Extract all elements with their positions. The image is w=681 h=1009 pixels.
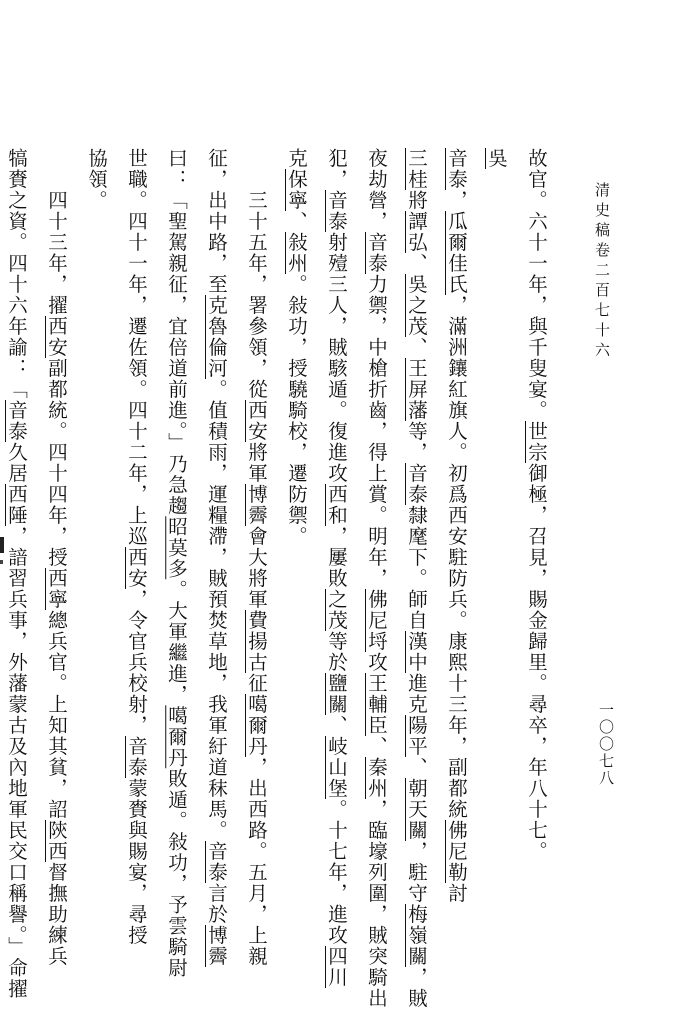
text-run: 進克	[405, 673, 428, 715]
text-column	[236, 148, 276, 967]
text-run: 隸麾下。師自	[405, 505, 428, 631]
proper-name: 音泰	[405, 463, 428, 505]
text-run: 曰：「聖駕親征，宜倍道前進。」乃急趨	[165, 148, 188, 517]
text-run: ，滿洲鑲紅旗人。初爲西安駐防兵。康熙十三年，副都統	[445, 295, 468, 820]
text-run: 故官。六十一年，與千叟宴。	[525, 148, 548, 421]
text-column	[156, 148, 196, 979]
text-run: 。敍功，授驍騎校，遷防禦。	[285, 274, 308, 547]
proper-name: 西寧	[45, 568, 68, 610]
text-run: 言於	[205, 883, 228, 925]
text-run: 蒙賚與賜宴，尋授	[125, 778, 148, 946]
proper-name: 之茂	[325, 589, 348, 631]
binding-mark	[0, 560, 3, 564]
text-column	[116, 148, 156, 948]
proper-name: 岐山堡	[325, 736, 348, 799]
proper-name: 音泰	[5, 400, 28, 442]
text-column	[76, 148, 116, 948]
text-run: 射殪三人，賊駭遁。復進攻	[325, 232, 348, 484]
text-run: 協領。	[85, 148, 108, 211]
text-run: ，出西路。五月，上親	[245, 757, 268, 967]
proper-name: 音泰	[365, 232, 388, 274]
text-run: 征，出中路，至	[205, 148, 228, 295]
proper-name: 噶爾丹	[165, 705, 188, 769]
text-run: ，諳習兵事，外藩蒙古及內地軍民交口稱譽。」命擢	[5, 526, 28, 1000]
binding-mark	[0, 537, 4, 553]
proper-name: 四川	[325, 946, 348, 988]
proper-name: 瓜爾佳氏	[445, 211, 468, 295]
proper-name: 漢中	[405, 631, 428, 673]
text-run: 副都統。四十四年，授	[45, 358, 68, 568]
text-run: 。十七年，進攻	[325, 799, 348, 946]
proper-name: 噶爾丹	[245, 694, 268, 757]
proper-name: 西安	[125, 547, 148, 589]
proper-name: 費揚古	[245, 610, 268, 673]
text-run: 、	[285, 211, 308, 232]
page-number: 一〇〇七八	[597, 702, 615, 787]
proper-name: 王輔臣	[365, 673, 388, 736]
text-run: ，令官兵校射，	[125, 589, 148, 736]
proper-name: 梅嶺關	[405, 904, 428, 967]
text-run: 。值積雨，運糧滯，賊預焚草地，我軍紆道秣馬。	[205, 379, 228, 841]
text-run: 久居	[5, 442, 28, 484]
text-column	[516, 148, 556, 948]
text-column	[396, 148, 436, 1009]
proper-name: 秦州	[365, 757, 388, 799]
text-run: ，賊	[405, 967, 428, 1009]
text-column	[276, 148, 316, 948]
proper-name: 音泰	[125, 736, 148, 778]
proper-name: 西陲	[5, 484, 28, 526]
text-run: 、	[405, 253, 428, 274]
proper-name: 吳之茂	[405, 274, 428, 337]
text-run: 總兵官。上知其貧，詔	[45, 610, 68, 820]
text-run: 督撫助練兵	[45, 862, 68, 967]
body-text	[0, 148, 556, 1009]
proper-name: 克魯倫河	[205, 295, 228, 379]
proper-name: 佛尼埒	[365, 589, 388, 652]
text-run: 犒賚之資。四十六年諭：「	[5, 148, 28, 400]
proper-name: 昭莫多	[165, 516, 188, 580]
proper-name: 吳	[485, 148, 508, 169]
text-column	[476, 148, 516, 948]
proper-name: 保寧	[285, 169, 308, 211]
text-run: 將軍	[245, 442, 268, 484]
text-run: 世職。四十一年，遷佐領。四十二年，上巡	[125, 148, 148, 547]
text-run: 。大軍繼進，	[165, 579, 188, 706]
proper-name: 三桂	[405, 148, 428, 190]
proper-name: 世宗	[525, 421, 548, 463]
text-run: 會大將軍	[245, 526, 268, 610]
text-column	[36, 148, 76, 967]
proper-name: 音泰	[205, 841, 228, 883]
proper-name: 譚弘	[405, 211, 428, 253]
text-run: ，屢敗	[325, 526, 348, 589]
text-run: 、	[405, 757, 428, 778]
proper-name: 西安	[45, 316, 68, 358]
text-run: ，駐守	[405, 841, 428, 904]
proper-name: 博霽	[245, 484, 268, 526]
text-run: 四十三年，擢	[45, 190, 68, 316]
proper-name: 佛尼勒	[445, 820, 468, 883]
proper-name: 鹽關	[325, 673, 348, 715]
proper-name: 音泰	[325, 190, 348, 232]
proper-name: 博霽	[205, 925, 228, 967]
proper-name: 王屏藩	[405, 358, 428, 421]
text-run: ，	[445, 190, 468, 211]
proper-name: 音泰	[445, 148, 468, 190]
text-run: 敗遁。敍功，予雲騎尉	[165, 768, 188, 979]
running-header: 清史稿卷二百七十六	[593, 182, 611, 362]
text-column	[436, 148, 476, 948]
text-run: 克	[285, 148, 308, 169]
text-run: 、	[365, 736, 388, 757]
text-run: 夜劫營，	[365, 148, 388, 232]
text-run: 討	[445, 883, 468, 904]
proper-name: 朝天關	[405, 778, 428, 841]
text-run: 、	[405, 337, 428, 358]
text-column	[316, 148, 356, 988]
text-column	[356, 148, 396, 1009]
proper-name: 陽平	[405, 715, 428, 757]
text-column	[0, 148, 36, 1000]
text-run: 犯，	[325, 148, 348, 190]
text-run: 征	[245, 673, 268, 694]
proper-name: 敍州	[285, 232, 308, 274]
text-run: 御極，召見，賜金歸里。尋卒，年八十七。	[525, 463, 548, 862]
text-run: 將	[405, 190, 428, 211]
proper-name: 西安	[245, 400, 268, 442]
proper-name: 西和	[325, 484, 348, 526]
text-run: 攻	[365, 652, 388, 673]
text-run: 三十五年，署參領，從	[245, 190, 268, 400]
text-run: ，臨壕列圍，賊突騎出	[365, 799, 388, 1009]
text-run: 力禦，中槍折齒，得上賞。明年，	[365, 274, 388, 589]
text-column	[196, 148, 236, 967]
text-run: 等，	[405, 421, 428, 463]
text-run: 等於	[325, 631, 348, 673]
proper-name: 陝西	[45, 820, 68, 862]
text-run: 、	[325, 715, 348, 736]
